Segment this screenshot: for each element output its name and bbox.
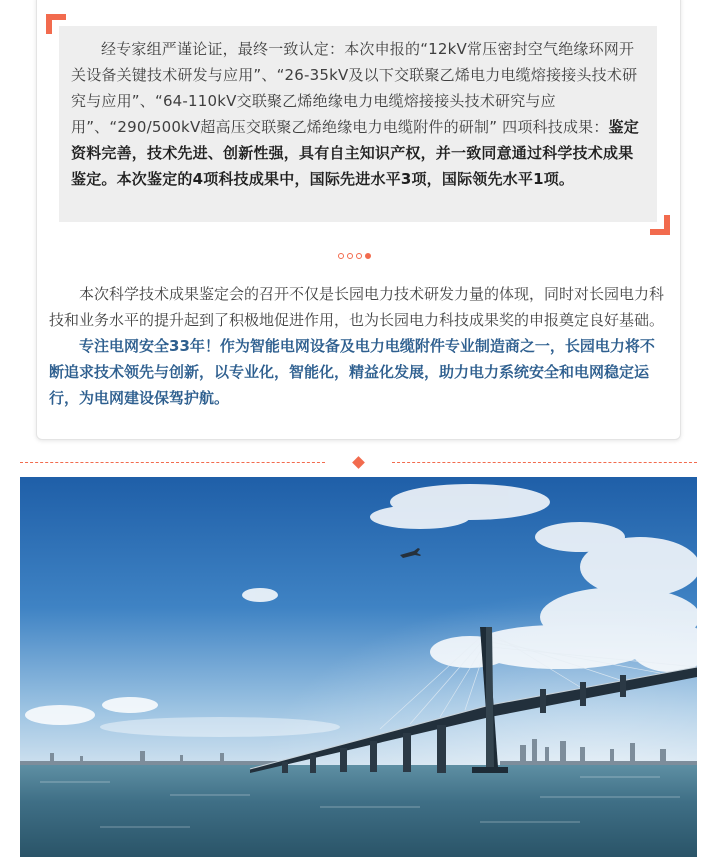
dot-icon bbox=[338, 253, 344, 259]
quote-bold-text: 鉴定资料完善，技术先进、创新性强，具有自主知识产权，并一致同意通过科学技术成果鉴定。本次鉴定的4项科技成果中，国际先进水平3项，国际领先水平1项。 bbox=[71, 118, 639, 188]
divider-right bbox=[392, 462, 697, 463]
section-dots bbox=[338, 253, 371, 259]
dot-icon bbox=[347, 253, 353, 259]
dot-icon bbox=[356, 253, 362, 259]
bridge-photo-illustration bbox=[20, 477, 697, 857]
divider-left bbox=[20, 462, 325, 463]
bridge-photo bbox=[20, 477, 697, 857]
dot-filled-icon bbox=[365, 253, 371, 259]
quote-plain-text: 经专家组严谨论证，最终一致认定：本次申报的“12kV常压密封空气绝缘环网开关设备关键技术研发与应用”、“26-35kV及以下交联聚乙烯电力电缆熔接接头技术研究与应用”、“64-110kV交联聚乙烯绝缘电力电缆熔接接头技术研究与应用”、“290/500kV超高压交联聚乙烯绝缘电力电缆附件的研制” 四项科技成果： bbox=[71, 40, 638, 136]
diamond-icon bbox=[352, 456, 365, 469]
body-paragraph: 本次科学技术成果鉴定会的召开不仅是长园电力技术研发力量的体现，同时对长园电力科技和业务水平的提升起到了积极地促进作用，也为长园电力科技成果奖的申报奠定良好基础。 bbox=[49, 285, 665, 329]
quote-corner-bottom-right bbox=[650, 215, 670, 235]
highlight-paragraph: 专注电网安全33年！作为智能电网设备及电力电缆附件专业制造商之一，长园电力将不断追求技术领先与创新，以专业化，智能化，精益化发展，助力电力系统安全和电网稳定运行，为电网建设保驾护航。 bbox=[49, 337, 655, 407]
quote-text bbox=[71, 36, 645, 192]
quote-block bbox=[59, 26, 657, 222]
article-body bbox=[49, 281, 669, 411]
